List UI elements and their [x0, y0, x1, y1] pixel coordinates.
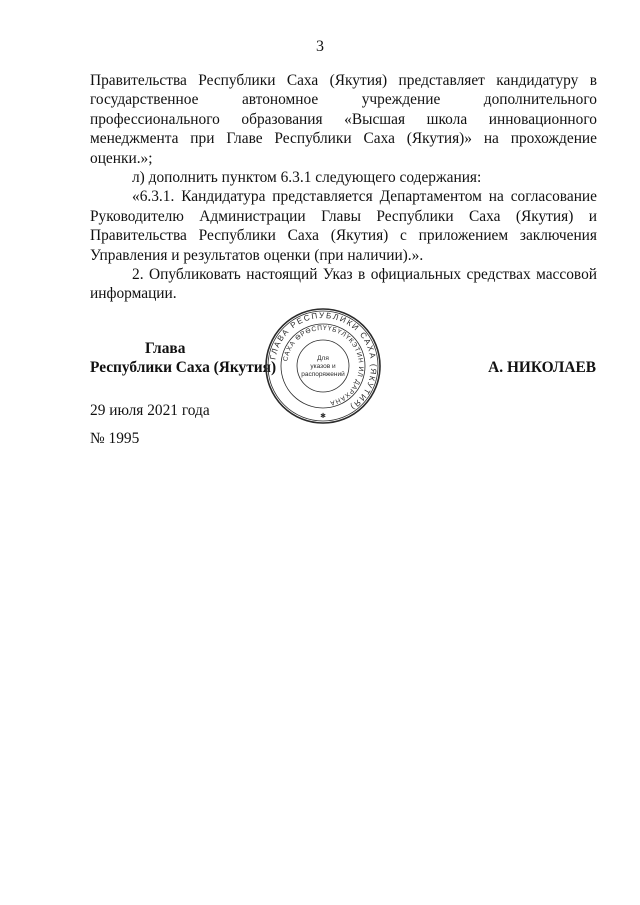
signatory-name: А. НИКОЛАЕВ [488, 359, 596, 376]
seal-center-line-3: распоряжений [301, 371, 345, 378]
signature-organization: Республики Саха (Якутия) [90, 359, 277, 376]
signature-title: Глава [145, 340, 186, 357]
paragraph-1: Правительства Республики Саха (Якутия) представляет кандидатуру в государственное автономное учреждение дополнительного профессионального образования «Высшая школа инновационного менеджмента при Главе Республики Саха (Якутия)» на прохождение оценки.»; [90, 72, 597, 167]
seal-center-line-1: Для [317, 355, 329, 362]
seal-graphic [263, 306, 383, 426]
seal-center-line-2: указов и [310, 363, 336, 370]
seal-outer-text: ГЛАВА РЕСПУБЛИКИ САХА (ЯКУТИЯ) [268, 310, 379, 413]
paragraph-3: «6.3.1. Кандидатура представляется Департаментом на согласование Руководителю Администрации Главы Республики Саха (Якутия) и Правительства Республики Саха (Якутия) с приложением заключения Управления и результатов оценки (при наличии).». [90, 188, 597, 264]
seal-star-icon: ✱ [320, 412, 326, 420]
paragraph-4: 2. Опубликовать настоящий Указ в официальных средствах массовой информации. [90, 266, 597, 303]
document-date: 29 июля 2021 года [90, 402, 210, 419]
document-body [90, 71, 597, 304]
paragraph-2: л) дополнить пунктом 6.3.1 следующего содержания: [132, 169, 482, 187]
page-number: 3 [316, 38, 324, 55]
official-seal [263, 306, 383, 426]
seal-inner-text: САХА ӨРӨСПҮҮБҮЛҮКЭТИН ИЛ ДАРХАНА [282, 324, 365, 407]
document-number: № 1995 [90, 430, 140, 447]
